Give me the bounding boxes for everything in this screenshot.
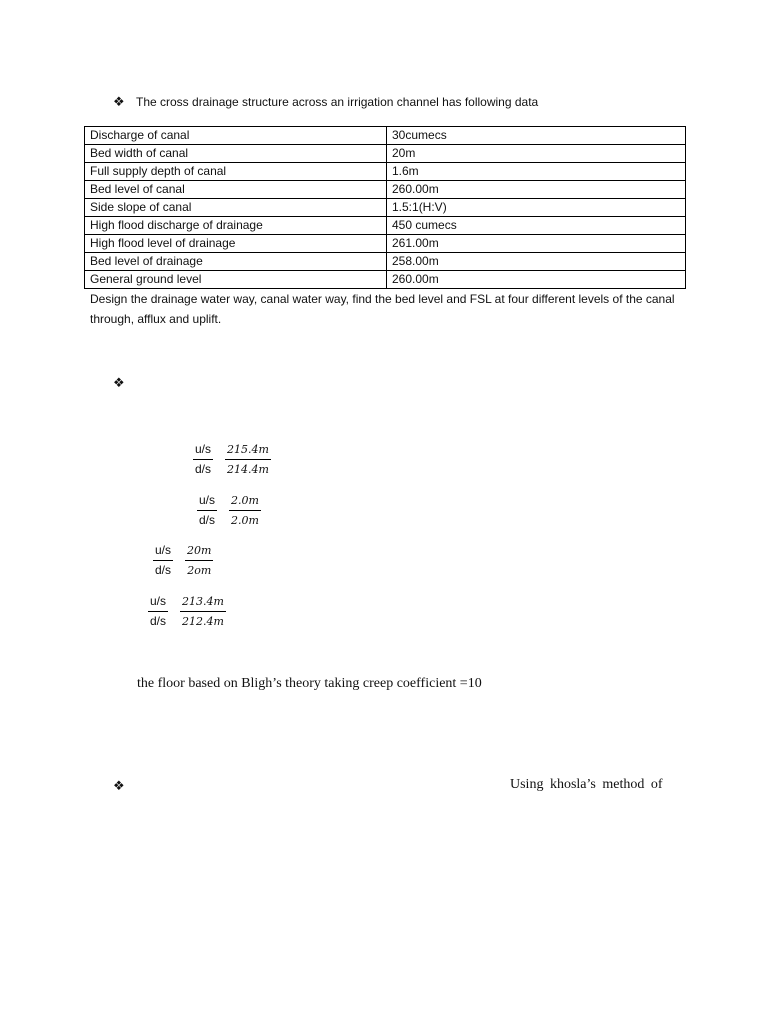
value-cell: 260.00m xyxy=(387,271,686,289)
table-row xyxy=(85,145,686,163)
param-cell: Side slope of canal xyxy=(85,199,387,217)
data-table xyxy=(84,126,686,289)
fraction-value-num: 20m xyxy=(185,541,213,561)
level-fraction xyxy=(153,541,213,580)
param-cell: High flood discharge of drainage xyxy=(85,217,387,235)
fraction-value-den: 212.4m xyxy=(182,615,224,628)
table-row xyxy=(85,217,686,235)
value-cell: 450 cumecs xyxy=(387,217,686,235)
khosla-method-text: Using khosla’s method of xyxy=(510,777,663,792)
fraction-value-den: 214.4m xyxy=(227,463,269,476)
table-row xyxy=(85,127,686,145)
param-cell: Full supply depth of canal xyxy=(85,163,387,181)
bullet-icon: ❖ xyxy=(113,375,125,390)
bullet-icon: ❖ xyxy=(113,778,125,793)
table-row xyxy=(85,163,686,181)
fraction-value-den: 2om xyxy=(187,564,212,577)
value-cell: 30cumecs xyxy=(387,127,686,145)
fraction-value-num: 215.4m xyxy=(225,440,271,460)
param-cell: Bed level of drainage xyxy=(85,253,387,271)
table-row xyxy=(85,253,686,271)
value-cell: 1.5:1(H:V) xyxy=(387,199,686,217)
level-fraction xyxy=(197,491,261,530)
intro-text: The cross drainage structure across an irrigation channel has following data xyxy=(136,95,539,109)
table-row xyxy=(85,181,686,199)
value-cell: 258.00m xyxy=(387,253,686,271)
fraction-label-num: u/s xyxy=(153,541,173,561)
bullet-icon: ❖ xyxy=(113,94,125,109)
value-cell: 20m xyxy=(387,145,686,163)
fraction-label-den: d/s xyxy=(199,513,216,527)
fraction-value-den: 2.0m xyxy=(231,514,259,527)
param-cell: Bed width of canal xyxy=(85,145,387,163)
value-cell: 261.00m xyxy=(387,235,686,253)
value-cell: 1.6m xyxy=(387,163,686,181)
design-instructions: Design the drainage water way, canal water way, find the bed level and FSL at four different levels of the canal through, afflux and uplift. xyxy=(90,292,675,326)
fraction-label-num: u/s xyxy=(197,491,217,511)
fraction-label-den: d/s xyxy=(195,462,212,476)
fraction-label-den: d/s xyxy=(155,563,172,577)
param-cell: High flood level of drainage xyxy=(85,235,387,253)
value-cell: 260.00m xyxy=(387,181,686,199)
fraction-label-den: d/s xyxy=(150,614,167,628)
table-row xyxy=(85,235,686,253)
level-fraction xyxy=(148,592,226,631)
fraction-value-num: 2.0m xyxy=(229,491,261,511)
level-fraction xyxy=(193,440,271,479)
bligh-theory-text: the floor based on Bligh’s theory taking creep coefficient =10 xyxy=(137,676,482,691)
table-row xyxy=(85,199,686,217)
fraction-label-num: u/s xyxy=(193,440,213,460)
fraction-value-num: 213.4m xyxy=(180,592,226,612)
table-row xyxy=(85,271,686,289)
param-cell: General ground level xyxy=(85,271,387,289)
param-cell: Bed level of canal xyxy=(85,181,387,199)
fraction-label-num: u/s xyxy=(148,592,168,612)
param-cell: Discharge of canal xyxy=(85,127,387,145)
